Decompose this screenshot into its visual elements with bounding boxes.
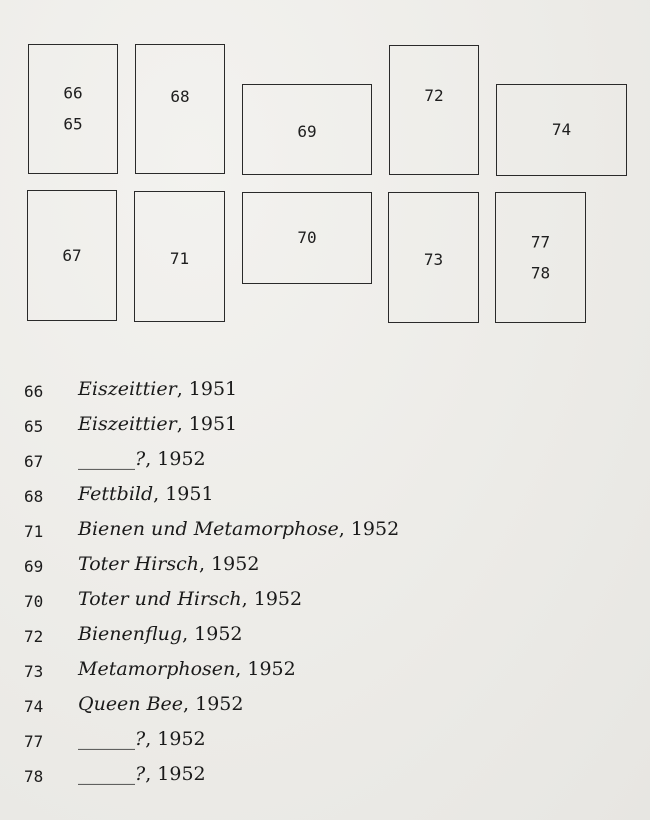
legend-number: 73: [24, 662, 44, 681]
frame-66-65: [28, 44, 118, 174]
legend-entry: [78, 588, 302, 610]
legend-row: [0, 410, 650, 440]
frame-number: 73: [423, 249, 444, 269]
artwork-year: , 1952: [145, 763, 206, 785]
frame-number: 71: [169, 248, 190, 268]
legend-number: 74: [24, 697, 44, 716]
artwork-title: Metamorphosen: [78, 658, 236, 680]
frame-number: 65: [63, 114, 83, 134]
legend-row: [0, 585, 650, 615]
artwork-title: ______?: [78, 728, 146, 750]
artwork-title: Eiszeittier: [78, 413, 177, 435]
legend-number: 69: [24, 557, 44, 576]
legend-row: [0, 655, 650, 685]
legend-row: [0, 620, 650, 650]
legend-row: [0, 480, 650, 510]
frame-67: [27, 190, 117, 321]
artwork-title: Eiszeittier: [78, 378, 177, 400]
legend-entry: [78, 693, 243, 715]
artwork-title: Toter Hirsch: [78, 553, 199, 575]
legend-entry: [78, 763, 206, 785]
artwork-year: , 1952: [199, 553, 260, 575]
legend-number: 67: [24, 452, 44, 471]
artwork-year: , 1952: [145, 728, 206, 750]
legend-number: 77: [24, 732, 44, 751]
frame-number: 69: [297, 121, 317, 141]
frame-71: [134, 191, 225, 322]
legend-number: 72: [24, 627, 44, 646]
artwork-year: , 1951: [153, 483, 214, 505]
legend-number: 78: [24, 767, 44, 786]
artwork-title: Fettbild: [78, 483, 154, 505]
artwork-title: Queen Bee: [78, 693, 184, 715]
frame-69: [242, 84, 372, 175]
frame-70: [242, 192, 372, 284]
frame-number: 72: [424, 86, 444, 105]
legend-entry: [78, 553, 259, 575]
legend-entry: [78, 413, 237, 435]
frame-number: 78: [530, 263, 551, 282]
legend-number: 66: [24, 382, 44, 401]
frame-number: 68: [170, 87, 190, 106]
frame-74: [496, 84, 627, 176]
legend-number: 68: [24, 487, 44, 506]
legend-number: 71: [24, 522, 44, 541]
frame-73: [388, 192, 479, 323]
frame-number: 66: [63, 83, 83, 103]
artwork-title: Bienen und Metamorphose: [78, 518, 339, 540]
frame-number: 74: [551, 120, 572, 139]
legend-entry: [78, 483, 214, 505]
artwork-title: Toter und Hirsch: [78, 588, 242, 610]
frame-number: 77: [530, 232, 551, 251]
artwork-year: , 1951: [176, 378, 238, 400]
legend-number: 70: [24, 592, 44, 611]
artwork-year: , 1952: [145, 448, 206, 470]
legend-entry: [78, 728, 206, 750]
legend-entry: [78, 623, 243, 645]
frame-72: [389, 45, 479, 175]
frame-number: 67: [62, 245, 82, 265]
legend-row: [0, 760, 650, 790]
legend-row: [0, 445, 650, 475]
artwork-year: , 1952: [182, 623, 243, 645]
legend-entry: [78, 658, 296, 680]
artwork-title: ______?: [78, 448, 146, 470]
artwork-year: , 1952: [183, 693, 244, 715]
legend-row: [0, 375, 650, 405]
legend-entry: [78, 378, 237, 400]
legend-row: [0, 550, 650, 580]
artwork-year: , 1951: [176, 413, 238, 435]
frame-number: 70: [297, 228, 317, 247]
artwork-title: Bienenflug: [78, 623, 183, 645]
artwork-year: , 1952: [241, 588, 303, 610]
frame-77-78: [495, 192, 586, 323]
frame-68: [135, 44, 225, 174]
legend-number: 65: [24, 417, 44, 436]
artwork-year: , 1952: [338, 518, 400, 540]
legend-row: [0, 690, 650, 720]
artwork-title: ______?: [78, 763, 146, 785]
legend-entry: [78, 518, 399, 540]
legend-row: [0, 515, 650, 545]
legend-row: [0, 725, 650, 755]
legend-entry: [78, 448, 206, 470]
artwork-year: , 1952: [235, 658, 296, 680]
